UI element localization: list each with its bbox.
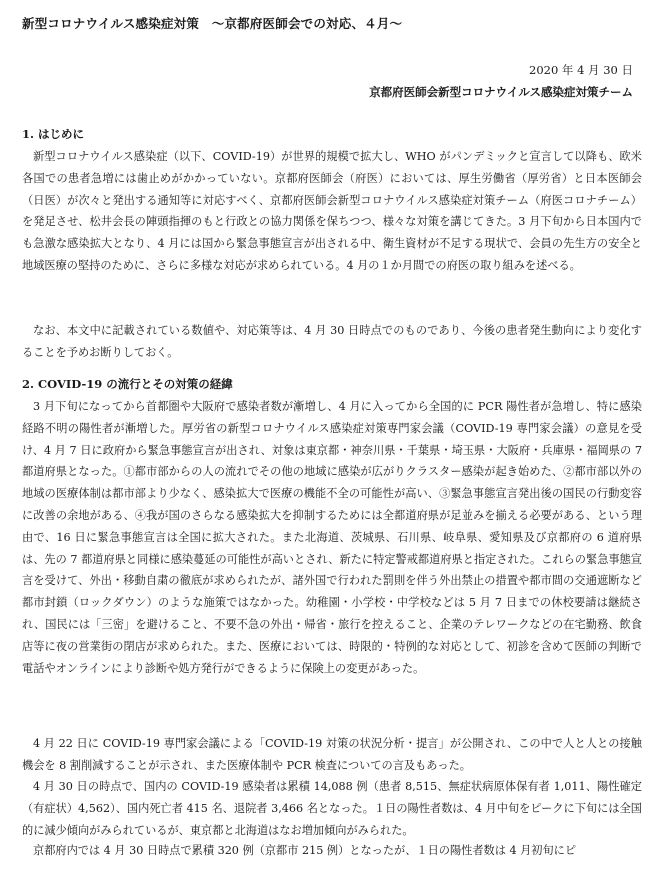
section-heading-covid-history: 2. COVID-19 の流行とその対策の経緯 xyxy=(22,377,233,391)
document-date: 2020 年 4 月 30 日 xyxy=(529,63,633,77)
document-title: 新型コロナウイルス感染症対策 ～京都府医師会での対応、４月～ xyxy=(22,16,403,31)
paragraph: 新型コロナウイルス感染症（以下、COVID-19）が世界的規模で拡大し、WHO がパンデミックと宣言して以降も、欧米各国での患者急増には歯止めがかかっていない。京都府医師会（府医）においては、厚生労働省（厚労省）と日本医師会（日医）が次々と発出する通知等に対応すべく、京都府医師会新型コロナウイルス感染症対策チーム（府医コロナチーム）を発足させ、松井会長の陣頭指揮のもと行政との協力関係を保ちつつ、様々な対策を講じてきた。3 月下旬から日本国内でも急激な感染拡大となり、4 月には国から緊急事態宣言が出される中、衛生資材が不足する現状で、会員の先生方の安全と地域医療の堅持のために、さらに多様な対応が求められている。4 月の１か月間での府医の取り組みを述べる。 xyxy=(22,150,642,272)
paragraph: 4 月 30 日の時点で、国内の COVID-19 感染者は累積 14,088 例（患者 8,515、無症状病原体保有者 1,011、陽性確定（有症状）4,562）、国内死亡者 415 名、退院者 3,466 名となった。１日の陽性者数は、4 月中旬をピークに下旬には全国的に減少傾向がみられているが、東京都と北海道はなお増加傾向がみられた。 xyxy=(22,780,642,837)
paragraph: 3 月下旬になってから首都圏や大阪府で感染者数が漸増し、4 月に入ってから全国的に PCR 陽性者が急増し、特に感染経路不明の陽性者が漸増した。厚労省の新型コロナウイルス感染症対策専門家会議（COVID-19 専門家会議）の意見を受け、4 月 7 日に政府から緊急事態宣言が出され、対象は東京都・神奈川県・千葉県・埼玉県・大阪府・兵庫県・福岡県の 7 都道府県となった。①都市部からの人の流れでその他の地域に感染が広がりクラスター感染が起き始めた、②都市部以外の地域の医療体制は都市部より少なく、感染拡大で医療の機能不全の可能性が高い、③緊急事態宣言発出後の国民の行動変容に改善の余地がある、④我が国のさらなる感染拡大を抑制するためには全都道府県が足並みを揃える必要がある、という理由で、16 日に緊急事態宣言は全国に拡大された。また北海道、茨城県、石川県、岐阜県、愛知県及び京都府の 6 道府県は、先の 7 都道府県と同様に感染蔓延の可能性が高いとされ、新たに特定警戒都道府県と指定された。これらの緊急事態宣言を受けて、外出・移動自粛の徹底が求められたが、諸外国で行われた罰則を伴う外出禁止の措置や都市間の交通遮断など都市封鎖（ロックダウン）のような施策ではなかった。幼稚園・小学校・中学校などは 5 月 7 日までの休校要請は継続され、国民には「三密」を避けること、不要不急の外出・帰省・旅行を控えること、企業のテレワークなどの在宅勤務、飲食店等に夜の営業街の閉店が求められた。また、医療においては、時限的・特例的な対応として、初診を含めて医師の判断で電話やオンラインにより診断や処方発行ができるように保険上の変更があった。 xyxy=(22,400,642,675)
paragraph: 京都府内では 4 月 30 日時点で累積 320 例（京都市 215 例）となったが、１日の陽性者数は 4 月初旬にピ xyxy=(33,844,577,857)
paragraph: なお、本文中に記載されている数値や、対応策等は、4 月 30 日時点でのものであり、今後の患者発生動向により変化することを予めお断りしておく。 xyxy=(22,324,642,359)
section-heading-introduction: 1. はじめに xyxy=(22,127,85,141)
document-author: 京都府医師会新型コロナウイルス感染症対策チーム xyxy=(369,85,633,99)
paragraph: 4 月 22 日に COVID-19 専門家会議による「COVID-19 対策の状況分析・提言」が公開され、この中で人と人との接触機会を 8 割削減することが示され、また医療体制や PCR 検査についての言及もあった。 xyxy=(22,737,642,772)
